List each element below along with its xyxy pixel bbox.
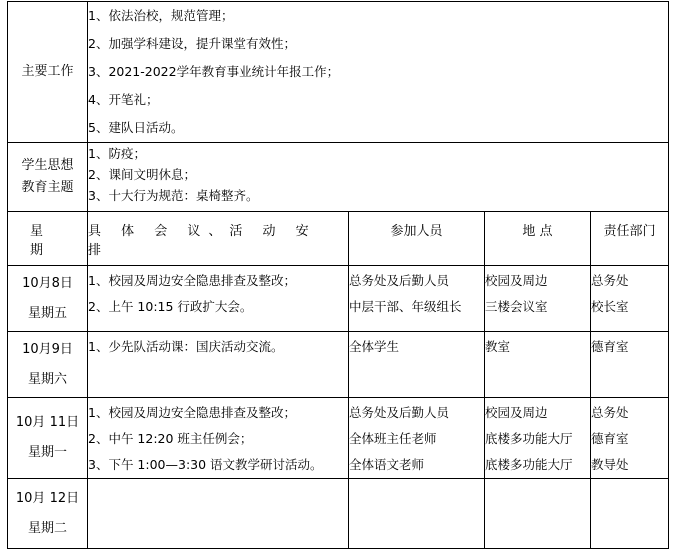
header-location: 地 点: [485, 212, 591, 266]
day-row: [8, 479, 669, 549]
schedule-header-row: [8, 212, 669, 266]
day-date: 10月8日: [22, 275, 73, 291]
location-cell: [485, 479, 591, 549]
location-cell: [485, 398, 591, 479]
location-item: 校园及周边: [485, 273, 548, 288]
department-cell: [591, 332, 669, 398]
activity-cell: [88, 332, 349, 398]
department-item: 德育室: [591, 431, 629, 446]
department-item: 总务处: [591, 273, 629, 288]
participants-item: 全体班主任老师: [349, 431, 437, 446]
day-row: [8, 398, 669, 479]
location-item: 底楼多功能大厅: [485, 457, 573, 472]
moral-education-label-line1: 学生思想: [21, 158, 74, 173]
header-activity: 具 体 会 议、活 动 安 排: [88, 212, 349, 266]
participants-item: 全体语文老师: [349, 457, 425, 472]
activity-cell: [88, 266, 349, 332]
main-work-row: [8, 2, 669, 143]
day-weekday: 星期一: [27, 445, 67, 460]
moral-education-item: 1、防疫；: [88, 146, 146, 161]
header-participants: 参加人员: [349, 212, 485, 266]
activity-item: 1、校园及周边安全隐患排查及整改；: [88, 273, 296, 288]
moral-education-row: [8, 143, 669, 212]
participants-item: 总务处及后勤人员: [349, 273, 450, 288]
header-department: 责任部门: [591, 212, 669, 266]
day-cell: [8, 398, 88, 479]
participants-cell: [349, 479, 485, 549]
participants-item: 全体学生: [349, 339, 400, 354]
main-work-item: 1、依法治校，规范管理；: [88, 8, 234, 23]
participants-item: 中层干部、年级组长: [349, 299, 462, 314]
day-weekday: 星期六: [27, 371, 67, 387]
day-cell: [8, 332, 88, 398]
activity-item: 1、少先队活动课：国庆活动交流。: [88, 339, 284, 354]
moral-education-label: [8, 143, 88, 212]
participants-cell: [349, 266, 485, 332]
department-item: 校长室: [591, 299, 629, 314]
location-item: 底楼多功能大厅: [485, 431, 573, 446]
moral-education-item: 2、课间文明休息；: [88, 167, 196, 182]
participants-cell: [349, 398, 485, 479]
location-cell: [485, 332, 591, 398]
main-work-item: 4、开笔礼；: [88, 92, 159, 107]
participants-item: 总务处及后勤人员: [349, 405, 450, 420]
day-date: 10月 12日: [15, 490, 80, 506]
main-work-item: 2、加强学科建设，提升课堂有效性；: [88, 36, 296, 51]
department-cell: [591, 266, 669, 332]
department-item: 德育室: [591, 339, 629, 354]
main-work-content: [88, 2, 669, 143]
moral-education-content: [88, 143, 669, 212]
day-weekday: 星期五: [27, 305, 67, 321]
main-work-item: 5、建队日活动。: [88, 120, 184, 135]
participants-cell: [349, 332, 485, 398]
location-item: 校园及周边: [485, 405, 548, 420]
location-item: 三楼会议室: [485, 299, 548, 314]
day-date: 10月 11日: [15, 415, 80, 430]
activity-item: 3、下午 1:00—3:30 语文教学研讨活动。: [88, 457, 323, 472]
day-cell: [8, 479, 88, 549]
department-cell: [591, 479, 669, 549]
day-date: 10月9日: [22, 341, 73, 357]
department-cell: [591, 398, 669, 479]
day-row: [8, 332, 669, 398]
department-item: 教导处: [591, 457, 629, 472]
header-weekday: 星 期: [8, 212, 88, 266]
day-row: [8, 266, 669, 332]
activity-item: 2、上午 10:15 行政扩大会。: [88, 299, 253, 314]
activity-cell: [88, 479, 349, 549]
moral-education-label-line2: 教育主题: [21, 180, 74, 195]
day-weekday: 星期二: [27, 520, 67, 536]
activity-item: 1、校园及周边安全隐患排查及整改；: [88, 405, 296, 420]
weekly-schedule-table: [7, 1, 669, 549]
day-cell: [8, 266, 88, 332]
activity-cell: [88, 398, 349, 479]
main-work-item: 3、2021-2022学年教育事业统计年报工作；: [88, 64, 340, 79]
activity-item: 2、中午 12:20 班主任例会；: [88, 431, 253, 446]
location-cell: [485, 266, 591, 332]
location-item: 教室: [485, 339, 511, 354]
department-item: 总务处: [591, 405, 629, 420]
moral-education-item: 3、十大行为规范：桌椅整齐。: [88, 188, 259, 203]
main-work-label: 主要工作: [8, 2, 88, 143]
